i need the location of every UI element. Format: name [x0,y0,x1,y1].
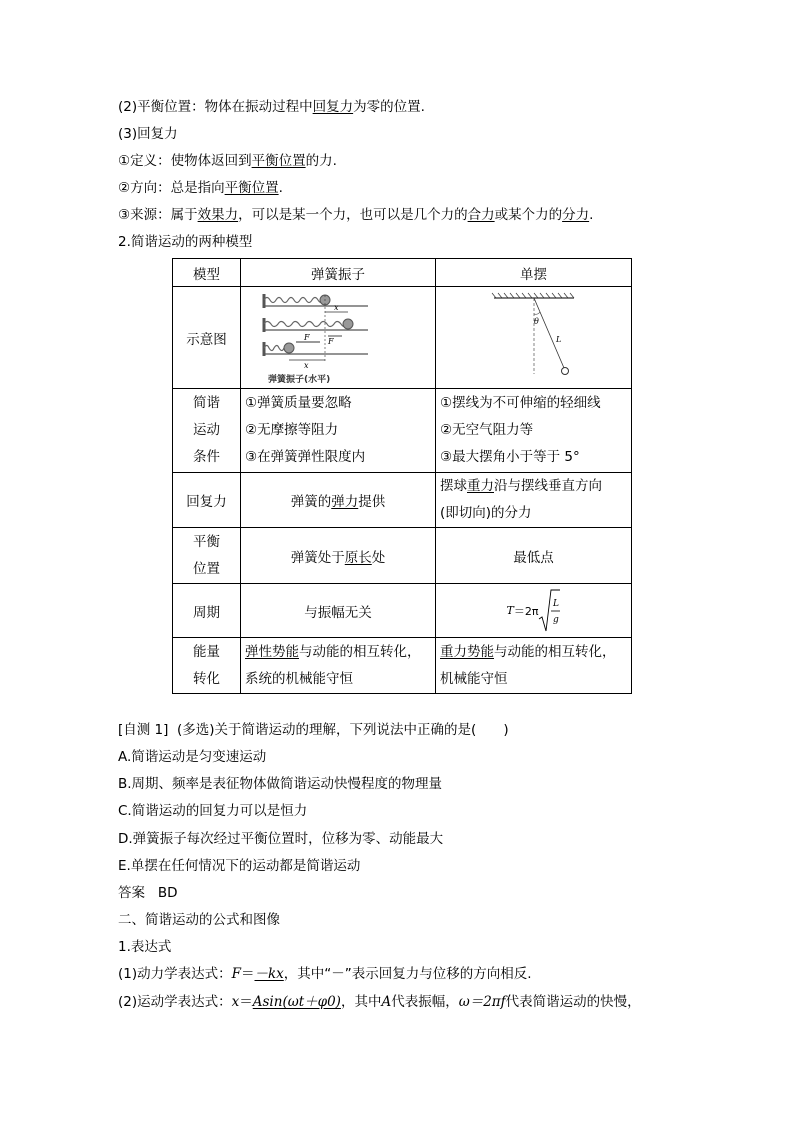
pendulum-label-theta: θ [533,316,539,326]
restoring-force-heading: (3)回复力 [118,126,178,142]
quiz-stem: [自测 1] (多选)关于简谐运动的理解，下列说法中正确的是( ) [118,722,509,738]
equilibrium-definition: (2)平衡位置：物体在振动过程中回复力为零的位置. [118,99,425,115]
pendulum-energy: 重力势能与动能的相互转化， 机械能守恒 [436,638,632,694]
conditions-label: 简谐 运动 条件 [173,389,241,473]
restoring-row [173,473,632,528]
restoring-direction: ②方向：总是指向平衡位置. [118,180,283,196]
conditions-row [173,389,632,473]
pendulum-period-formula: T ＝2π L g [436,584,632,638]
svg-text:g: g [553,614,560,625]
spring-label-f-left: F [304,332,310,342]
pendulum-equilibrium: 最低点 [436,528,632,584]
section-heading: 二、简谐运动的公式和图像 [118,912,280,928]
energy-row [173,638,632,694]
diagram-row [173,287,632,389]
pendulum-conditions: ①摆线为不可伸缩的轻细线 ②无空气阻力等 ③最大摆角小于等于 5° [436,389,632,473]
quiz-option-d: D.弹簧振子每次经过平衡位置时，位移为零、动能最大 [118,831,444,847]
quiz-answer: 答案 BD [118,885,178,901]
restoring-label: 回复力 [173,473,241,528]
pendulum-label-l: L [555,334,561,344]
energy-label: 能量 转化 [173,638,241,694]
dynamic-expression: (1)动力学表达式：F＝－kx，其中“－”表示回复力与位移的方向相反. [118,966,532,982]
quiz-option-e: E.单摆在任何情况下的运动都是简谐运动 [118,858,361,874]
square-root-sign [538,589,560,633]
header-pendulum: 单摆 [436,259,632,287]
spring-period: 与振幅无关 [241,584,436,638]
spring-conditions: ①弹簧质量要忽略 ②无摩擦等阻力 ③在弹簧弹性限度内 [241,389,436,473]
models-table [172,258,632,694]
equilibrium-row [173,528,632,584]
svg-text:L: L [553,598,560,609]
table-header-row [173,259,632,287]
equilibrium-label: 平衡 位置 [173,528,241,584]
restoring-definition: ①定义：使物体返回到平衡位置的力. [118,153,337,169]
kinematic-expression: (2)运动学表达式：x＝Asin(ωt＋φ0)，其中A代表振幅，ω＝2πf代表简谐运动的快慢， [118,994,641,1010]
quiz-option-a: A.简谐运动是匀变速运动 [118,749,267,765]
spring-energy: 弹性势能与动能的相互转化， 系统的机械能守恒 [241,638,436,694]
restoring-source: ③来源：属于效果力，可以是某一个力，也可以是几个力的合力或某个力的分力. [118,207,594,223]
spring-restoring: 弹簧的弹力提供 [241,473,436,528]
diagram-label: 示意图 [173,287,241,389]
header-model: 模型 [173,259,241,287]
spring-oscillator-diagram [248,290,428,386]
spring-label-x-bottom: x [304,360,309,370]
pendulum-restoring: 摆球重力沿与摆线垂直方向 (即切向)的分力 [436,473,632,528]
spring-label-x-top: x [334,302,339,312]
pendulum-figure [436,287,632,389]
period-label: 周期 [173,584,241,638]
quiz-option-b: B.周期、频率是表征物体做简谐运动快慢程度的物理量 [118,776,443,792]
models-heading: 2.简谐运动的两种模型 [118,234,253,250]
header-spring: 弹簧振子 [241,259,436,287]
spring-label-f-right: F [328,336,334,346]
pendulum-diagram [444,290,624,386]
spring-diagram-caption: 弹簧振子(水平) [268,374,331,385]
spring-oscillator-figure [241,287,436,389]
subsection-heading: 1.表达式 [118,939,172,955]
quiz-option-c: C.简谐运动的回复力可以是恒力 [118,803,308,819]
period-row [173,584,632,638]
quiz-tag: [自测 1] [118,722,169,738]
spring-equilibrium: 弹簧处于原长处 [241,528,436,584]
